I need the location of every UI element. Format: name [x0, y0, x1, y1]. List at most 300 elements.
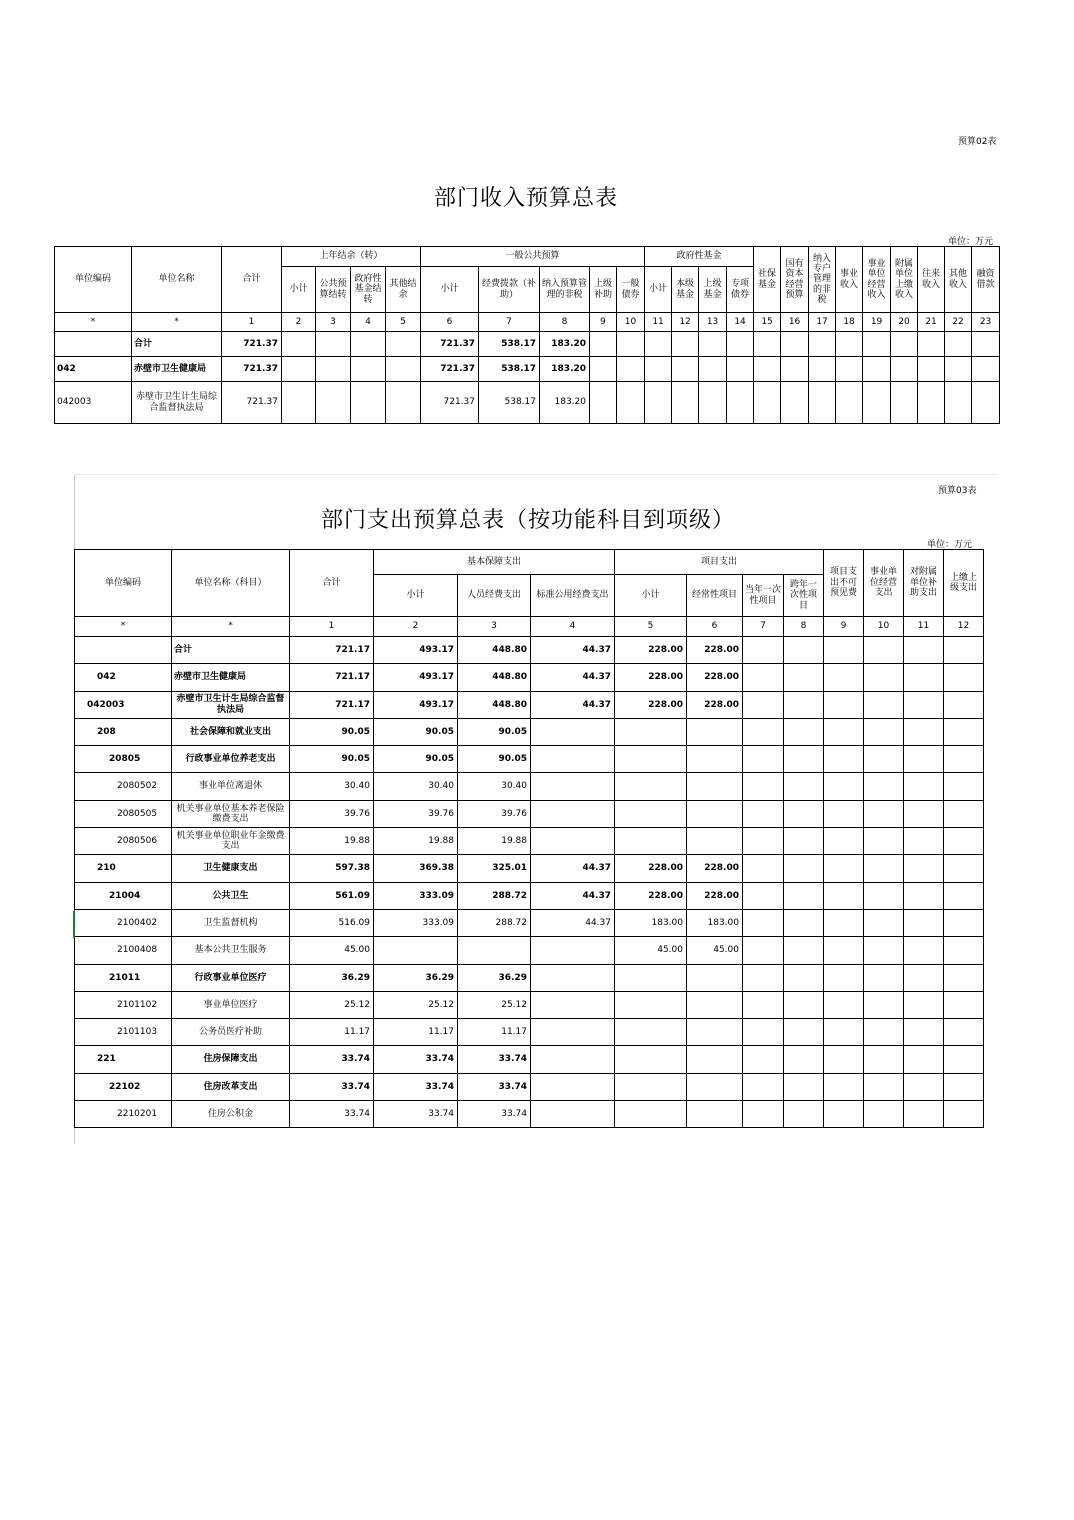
value-cell-c16 — [781, 382, 809, 424]
header-c10: 一般债券 — [617, 267, 645, 313]
index-cell: * — [132, 313, 222, 332]
header-c9: 项目支出不可预见费 — [824, 550, 864, 617]
index-cell: 13 — [699, 313, 727, 332]
value-cell-c10 — [617, 382, 645, 424]
index-cell: 3 — [458, 617, 531, 637]
value-cell-c3 — [316, 382, 351, 424]
unit-name-cell: 机关事业单位基本养老保险缴费支出 — [172, 800, 290, 827]
value-cell-c4 — [531, 1046, 615, 1073]
value-cell-c5: 228.00 — [615, 882, 687, 909]
value-cell-c11 — [904, 909, 944, 936]
value-cell-c4 — [531, 1019, 615, 1046]
value-cell-c3: 90.05 — [458, 718, 531, 745]
value-cell-c4 — [531, 773, 615, 800]
index-cell: 11 — [645, 313, 672, 332]
value-cell-c7 — [743, 664, 784, 691]
value-cell-c10 — [864, 800, 904, 827]
value-cell-c2: 369.38 — [374, 855, 458, 882]
index-cell: 8 — [540, 313, 590, 332]
header-c9: 上级补助 — [590, 267, 617, 313]
header-c17: 纳入专户管理的非税 — [809, 247, 836, 313]
value-cell-c10 — [864, 964, 904, 991]
value-cell-c10 — [864, 909, 904, 936]
value-cell-c12 — [944, 718, 984, 745]
value-cell-c9 — [824, 718, 864, 745]
value-cell-c7 — [743, 1101, 784, 1128]
value-cell-c7 — [743, 1073, 784, 1100]
value-cell-c6: 721.37 — [421, 357, 479, 382]
value-cell-c3: 33.74 — [458, 1046, 531, 1073]
value-cell-c6 — [687, 964, 743, 991]
total-cell: 33.74 — [290, 1101, 374, 1128]
unit-name-cell: 行政事业单位医疗 — [172, 964, 290, 991]
expense-body — [75, 637, 984, 1128]
value-cell-c23 — [972, 357, 1000, 382]
value-cell-c4: 44.37 — [531, 637, 615, 664]
value-cell-c8 — [784, 1019, 824, 1046]
total-cell: 39.76 — [290, 800, 374, 827]
index-cell: 20 — [891, 313, 918, 332]
value-cell-c8 — [784, 1073, 824, 1100]
value-cell-c5: 183.00 — [615, 909, 687, 936]
header-c2: 小计 — [282, 267, 316, 313]
table-row — [75, 800, 984, 827]
header-c6: 经常性项目 — [687, 575, 743, 617]
value-cell-c8 — [784, 937, 824, 964]
index-cell: 5 — [615, 617, 687, 637]
unit-code-cell: 2100402 — [75, 909, 172, 936]
header-c11: 小计 — [645, 267, 672, 313]
value-cell-c7: 538.17 — [479, 357, 540, 382]
value-cell-c6: 228.00 — [687, 691, 743, 718]
value-cell-c6: 228.00 — [687, 637, 743, 664]
unit-code-cell: 2080502 — [75, 773, 172, 800]
total-cell: 721.37 — [222, 357, 282, 382]
value-cell-c2: 493.17 — [374, 637, 458, 664]
unit-code-cell: 2101102 — [75, 991, 172, 1018]
value-cell-c10 — [864, 1046, 904, 1073]
value-cell-c7 — [743, 746, 784, 773]
value-cell-c9 — [824, 800, 864, 827]
unit-code-cell — [55, 332, 132, 357]
value-cell-c9 — [590, 332, 617, 357]
header-c15: 社保基金 — [754, 247, 781, 313]
total-cell: 721.17 — [290, 637, 374, 664]
value-cell-c12 — [672, 332, 699, 357]
value-cell-c9 — [824, 828, 864, 855]
value-cell-c6 — [687, 991, 743, 1018]
value-cell-c4 — [531, 1073, 615, 1100]
table-row — [75, 664, 984, 691]
value-cell-c7 — [743, 1019, 784, 1046]
unit-code-cell: 2080506 — [75, 828, 172, 855]
value-cell-c2: 493.17 — [374, 664, 458, 691]
expense-unit: 单位：万元 — [927, 540, 973, 550]
table-row — [75, 637, 984, 664]
index-cell: 18 — [836, 313, 863, 332]
value-cell-c10 — [617, 357, 645, 382]
value-cell-c7 — [743, 718, 784, 745]
value-cell-c12 — [944, 1101, 984, 1128]
value-cell-c15 — [754, 382, 781, 424]
header-c18: 事业收入 — [836, 247, 863, 313]
value-cell-c2: 25.12 — [374, 991, 458, 1018]
value-cell-c9 — [824, 991, 864, 1018]
income-header-row-1 — [55, 247, 1000, 267]
value-cell-c16 — [781, 332, 809, 357]
index-cell: 5 — [386, 313, 421, 332]
value-cell-c4: 44.37 — [531, 882, 615, 909]
value-cell-c5 — [615, 1073, 687, 1100]
value-cell-c10 — [864, 1019, 904, 1046]
total-cell: 36.29 — [290, 964, 374, 991]
value-cell-c9 — [590, 382, 617, 424]
value-cell-c20 — [891, 382, 918, 424]
value-cell-c10 — [864, 773, 904, 800]
value-cell-c3: 448.80 — [458, 637, 531, 664]
index-cell: * — [172, 617, 290, 637]
value-cell-c2: 39.76 — [374, 800, 458, 827]
value-cell-c10 — [617, 332, 645, 357]
value-cell-c5 — [615, 964, 687, 991]
value-cell-c5: 228.00 — [615, 664, 687, 691]
value-cell-c10 — [864, 882, 904, 909]
header-c6: 小计 — [421, 267, 479, 313]
index-cell: 23 — [972, 313, 1000, 332]
value-cell-c11 — [904, 937, 944, 964]
header-name: 单位名称 — [132, 247, 222, 313]
unit-code-cell: 042 — [55, 357, 132, 382]
total-cell: 90.05 — [290, 718, 374, 745]
unit-code-cell: 221 — [75, 1046, 172, 1073]
value-cell-c22 — [945, 357, 972, 382]
header-c22: 其他收入 — [945, 247, 972, 313]
header-total: 合计 — [290, 550, 374, 617]
header-c12: 本级基金 — [672, 267, 699, 313]
value-cell-c5 — [386, 357, 421, 382]
unit-code-cell: 20805 — [75, 746, 172, 773]
value-cell-c11 — [904, 1073, 944, 1100]
value-cell-c10 — [864, 664, 904, 691]
value-cell-c3: 19.88 — [458, 828, 531, 855]
value-cell-c20 — [891, 332, 918, 357]
value-cell-c8 — [784, 991, 824, 1018]
value-cell-c3: 11.17 — [458, 1019, 531, 1046]
header-c3: 人员经费支出 — [458, 575, 531, 617]
selected-cell-indicator — [73, 911, 75, 938]
header-c8: 跨年一次性项目 — [784, 575, 824, 617]
value-cell-c8 — [784, 773, 824, 800]
income-unit: 单位：万元 — [948, 237, 994, 247]
header-group-basic: 基本保障支出 — [374, 550, 615, 575]
index-cell: 10 — [617, 313, 645, 332]
total-cell: 721.17 — [290, 664, 374, 691]
value-cell-c4: 44.37 — [531, 855, 615, 882]
income-body — [55, 332, 1000, 424]
unit-name-cell: 住房公积金 — [172, 1101, 290, 1128]
value-cell-c12 — [944, 664, 984, 691]
value-cell-c12 — [672, 382, 699, 424]
value-cell-c13 — [699, 332, 727, 357]
table-row — [75, 1101, 984, 1128]
value-cell-c5 — [386, 332, 421, 357]
value-cell-c11 — [904, 664, 944, 691]
header-c14: 专项债券 — [727, 267, 754, 313]
value-cell-c14 — [727, 382, 754, 424]
value-cell-c7 — [743, 882, 784, 909]
value-cell-c4 — [531, 718, 615, 745]
value-cell-c2: 30.40 — [374, 773, 458, 800]
value-cell-c6 — [687, 1046, 743, 1073]
header-c13: 上级基金 — [699, 267, 727, 313]
header-c7: 经费拨款（补助） — [479, 267, 540, 313]
value-cell-c8 — [784, 909, 824, 936]
value-cell-c18 — [836, 357, 863, 382]
value-cell-c3: 288.72 — [458, 882, 531, 909]
table-row — [75, 691, 984, 718]
value-cell-c22 — [945, 382, 972, 424]
value-cell-c10 — [864, 691, 904, 718]
value-cell-c3: 325.01 — [458, 855, 531, 882]
value-cell-c11 — [904, 964, 944, 991]
unit-name-cell: 事业单位医疗 — [172, 991, 290, 1018]
index-cell: 1 — [222, 313, 282, 332]
total-cell: 721.37 — [222, 382, 282, 424]
value-cell-c2: 333.09 — [374, 882, 458, 909]
unit-name-cell: 事业单位离退休 — [172, 773, 290, 800]
value-cell-c11 — [904, 991, 944, 1018]
unit-name-cell: 基本公共卫生服务 — [172, 937, 290, 964]
expense-index-row — [75, 617, 984, 637]
value-cell-c12 — [944, 991, 984, 1018]
header-c8: 纳入预算管理的非税 — [540, 267, 590, 313]
header-group-carryover: 上年结余（转） — [282, 247, 421, 267]
header-c4: 标准公用经费支出 — [531, 575, 615, 617]
value-cell-c2: 33.74 — [374, 1046, 458, 1073]
value-cell-c2: 11.17 — [374, 1019, 458, 1046]
value-cell-c7 — [743, 964, 784, 991]
value-cell-c11 — [904, 637, 944, 664]
header-c5: 小计 — [615, 575, 687, 617]
header-c11: 对附属单位补助支出 — [904, 550, 944, 617]
table-row — [55, 332, 1000, 357]
value-cell-c21 — [918, 357, 945, 382]
header-group-gov-fund: 政府性基金 — [645, 247, 754, 267]
header-group-project: 项目支出 — [615, 550, 824, 575]
table-row — [75, 828, 984, 855]
index-cell: 9 — [824, 617, 864, 637]
value-cell-c3: 25.12 — [458, 991, 531, 1018]
value-cell-c8 — [784, 664, 824, 691]
value-cell-c16 — [781, 357, 809, 382]
value-cell-c8 — [784, 855, 824, 882]
header-c5: 其他结余 — [386, 267, 421, 313]
header-code: 单位编码 — [55, 247, 132, 313]
value-cell-c21 — [918, 332, 945, 357]
index-cell: 3 — [316, 313, 351, 332]
value-cell-c6 — [687, 746, 743, 773]
value-cell-c8: 183.20 — [540, 357, 590, 382]
value-cell-c4 — [531, 1101, 615, 1128]
unit-name-cell: 公务员医疗补助 — [172, 1019, 290, 1046]
value-cell-c7 — [743, 773, 784, 800]
value-cell-c3: 36.29 — [458, 964, 531, 991]
value-cell-c11 — [904, 828, 944, 855]
value-cell-c7 — [743, 991, 784, 1018]
value-cell-c11 — [904, 718, 944, 745]
unit-name-cell: 行政事业单位养老支出 — [172, 746, 290, 773]
unit-name-cell: 赤壁市卫生计生局综合监督执法局 — [172, 691, 290, 718]
value-cell-c19 — [863, 357, 891, 382]
expense-table — [74, 549, 984, 1128]
value-cell-c5 — [615, 1101, 687, 1128]
value-cell-c13 — [699, 382, 727, 424]
index-cell: 7 — [479, 313, 540, 332]
total-cell: 25.12 — [290, 991, 374, 1018]
value-cell-c7 — [743, 637, 784, 664]
unit-name-cell: 社会保障和就业支出 — [172, 718, 290, 745]
index-cell: 12 — [672, 313, 699, 332]
value-cell-c5 — [615, 1019, 687, 1046]
value-cell-c7 — [743, 937, 784, 964]
header-c4: 政府性基金结转 — [351, 267, 386, 313]
value-cell-c9 — [824, 1101, 864, 1128]
value-cell-c6 — [687, 773, 743, 800]
value-cell-c8 — [784, 691, 824, 718]
value-cell-c10 — [864, 1073, 904, 1100]
value-cell-c3: 33.74 — [458, 1073, 531, 1100]
index-cell: 22 — [945, 313, 972, 332]
income-index-row — [55, 313, 1000, 332]
table-row — [55, 357, 1000, 382]
table-row — [75, 964, 984, 991]
value-cell-c9 — [824, 937, 864, 964]
unit-code-cell: 042 — [75, 664, 172, 691]
header-c7: 当年一次性项目 — [743, 575, 784, 617]
value-cell-c7: 538.17 — [479, 332, 540, 357]
value-cell-c11 — [904, 691, 944, 718]
value-cell-c10 — [864, 991, 904, 1018]
value-cell-c23 — [972, 332, 1000, 357]
value-cell-c2: 33.74 — [374, 1101, 458, 1128]
table-row — [75, 991, 984, 1018]
value-cell-c5 — [615, 773, 687, 800]
index-cell: 2 — [282, 313, 316, 332]
value-cell-c12 — [944, 964, 984, 991]
value-cell-c9 — [824, 1073, 864, 1100]
value-cell-c8 — [784, 964, 824, 991]
value-cell-c5 — [615, 718, 687, 745]
unit-code-cell: 2210201 — [75, 1101, 172, 1128]
value-cell-c8: 183.20 — [540, 382, 590, 424]
index-cell: 17 — [809, 313, 836, 332]
total-cell: 561.09 — [290, 882, 374, 909]
total-cell: 33.74 — [290, 1046, 374, 1073]
value-cell-c18 — [836, 332, 863, 357]
value-cell-c9 — [824, 664, 864, 691]
value-cell-c4 — [531, 800, 615, 827]
value-cell-c12 — [944, 1046, 984, 1073]
value-cell-c10 — [864, 1101, 904, 1128]
value-cell-c4 — [531, 991, 615, 1018]
index-cell: 6 — [687, 617, 743, 637]
value-cell-c8 — [784, 1046, 824, 1073]
unit-code-cell: 210 — [75, 855, 172, 882]
table-row — [75, 718, 984, 745]
total-cell: 30.40 — [290, 773, 374, 800]
index-cell: 9 — [590, 313, 617, 332]
value-cell-c11 — [904, 773, 944, 800]
index-cell: 21 — [918, 313, 945, 332]
value-cell-c12 — [944, 1073, 984, 1100]
value-cell-c22 — [945, 332, 972, 357]
value-cell-c19 — [863, 382, 891, 424]
value-cell-c12 — [944, 691, 984, 718]
value-cell-c6: 228.00 — [687, 664, 743, 691]
income-table — [54, 246, 1000, 424]
value-cell-c4 — [531, 746, 615, 773]
index-cell: 12 — [944, 617, 984, 637]
header-c10: 事业单位经营支出 — [864, 550, 904, 617]
header-c2: 小计 — [374, 575, 458, 617]
index-cell: 14 — [727, 313, 754, 332]
expense-title: 部门支出预算总表（按功能科目到项级） — [320, 508, 735, 533]
value-cell-c3: 90.05 — [458, 746, 531, 773]
total-cell: 33.74 — [290, 1073, 374, 1100]
value-cell-c10 — [864, 828, 904, 855]
unit-name-cell: 卫生监督机构 — [172, 909, 290, 936]
value-cell-c2: 493.17 — [374, 691, 458, 718]
unit-code-cell: 2101103 — [75, 1019, 172, 1046]
value-cell-c8: 183.20 — [540, 332, 590, 357]
value-cell-c6 — [687, 718, 743, 745]
value-cell-c2 — [282, 357, 316, 382]
table-row — [75, 746, 984, 773]
value-cell-c4 — [351, 357, 386, 382]
index-cell: 19 — [863, 313, 891, 332]
value-cell-c5 — [615, 828, 687, 855]
unit-name-cell: 合计 — [132, 332, 222, 357]
value-cell-c6 — [687, 1073, 743, 1100]
value-cell-c2: 19.88 — [374, 828, 458, 855]
value-cell-c12 — [944, 882, 984, 909]
unit-name-cell: 赤壁市卫生健康局 — [172, 664, 290, 691]
value-cell-c9 — [824, 637, 864, 664]
value-cell-c6 — [687, 828, 743, 855]
value-cell-c23 — [972, 382, 1000, 424]
value-cell-c13 — [699, 357, 727, 382]
value-cell-c8 — [784, 746, 824, 773]
value-cell-c2 — [282, 382, 316, 424]
value-cell-c3 — [458, 937, 531, 964]
unit-code-cell: 21011 — [75, 964, 172, 991]
total-cell: 19.88 — [290, 828, 374, 855]
value-cell-c8 — [784, 882, 824, 909]
index-cell: 16 — [781, 313, 809, 332]
value-cell-c9 — [824, 855, 864, 882]
value-cell-c2 — [374, 937, 458, 964]
value-cell-c7 — [743, 855, 784, 882]
value-cell-c9 — [824, 1019, 864, 1046]
value-cell-c4 — [351, 382, 386, 424]
header-c12: 上缴上级支出 — [944, 550, 984, 617]
value-cell-c8 — [784, 828, 824, 855]
value-cell-c9 — [824, 1046, 864, 1073]
total-cell: 721.37 — [222, 332, 282, 357]
value-cell-c12 — [944, 746, 984, 773]
value-cell-c9 — [824, 882, 864, 909]
table-row — [75, 937, 984, 964]
